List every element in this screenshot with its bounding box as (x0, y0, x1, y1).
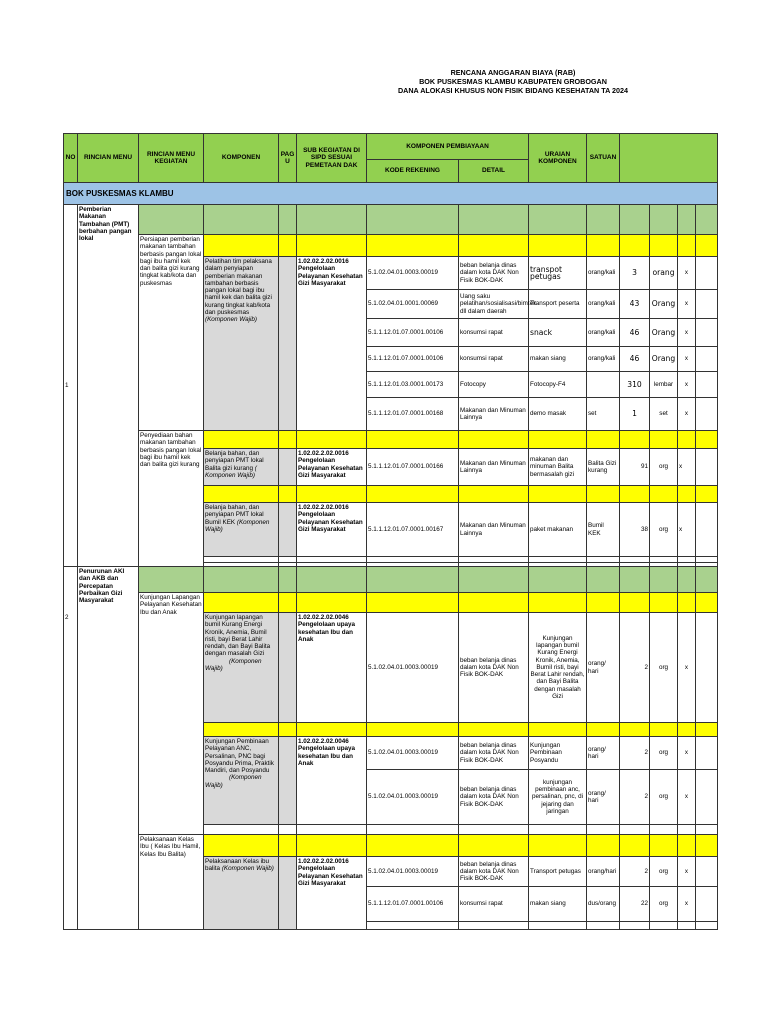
yellow-cell (297, 835, 367, 857)
komponen-text: Belanja bahan, dan penyiapan PMT lokal Balita gizi kurang (205, 450, 264, 472)
yellow-cell (529, 593, 587, 613)
yellow-cell (678, 835, 696, 857)
detail: beban belanja dinas dalam kota DAK Non Fisik BOK-DAK (459, 770, 529, 825)
yellow-cell (279, 486, 297, 503)
yellow-cell (204, 235, 279, 257)
satuan (587, 372, 620, 398)
yellow-cell (279, 835, 297, 857)
yellow-cell (587, 723, 620, 737)
mark: x (678, 887, 696, 922)
komponen-note: (Komponen Wajib) (205, 657, 262, 673)
komponen-note: (Komponen Wajib) (205, 774, 262, 789)
empty-cell (696, 613, 718, 723)
komponen-cell (204, 257, 279, 431)
rincian-menu-kegiatan: Kunjungan Lapangan Pelayanan Kesehatan Ibu dan Anak (139, 593, 204, 835)
mark: x (678, 857, 696, 887)
satuan: Balita Gizi kurang (587, 449, 620, 486)
detail: beban belanja dinas dalam kota DAK Non Fisik BOK-DAK (459, 613, 529, 723)
komponen-note: ( Komponen Wajib) (205, 464, 257, 479)
yellow-cell (696, 235, 718, 257)
empty-cell (620, 825, 650, 835)
document-title (378, 68, 648, 95)
yellow-cell (650, 431, 678, 449)
empty-cell (529, 922, 587, 930)
volume: 2 (620, 770, 650, 825)
volume: 2 (620, 613, 650, 723)
yellow-cell (696, 593, 718, 613)
sub-kegiatan: 1.02.02.2.02.0046 Pengelolaan upaya kesehatan Ibu dan Anak (297, 613, 367, 723)
satuan: Bumil KEK (587, 503, 620, 557)
kode-rekening: 5.1.1.12.01.07.0001.00166 (367, 449, 459, 486)
volume: 3 (620, 257, 650, 290)
rincian-menu-kegiatan: Penyediaan bahan makanan tambahan berbasis pangan lokal bagi ibu hamil kek dan balita gizi kurang (139, 431, 204, 567)
uraian: demo masak (529, 398, 587, 431)
volume: 91 (620, 449, 650, 486)
kode-rekening: 5.1.1.12.01.07.0001.00106 (367, 347, 459, 372)
pagu-cell (279, 503, 297, 557)
pagu-cell (279, 257, 297, 431)
empty-cell (678, 825, 696, 835)
kode-rekening: 5.1.02.04.01.0003.00019 (367, 613, 459, 723)
green-cell (279, 205, 297, 235)
volume: 2 (620, 857, 650, 887)
green-cell (139, 567, 204, 593)
green-cell (620, 567, 650, 593)
empty-cell (459, 922, 529, 930)
kode-rekening: 5.1.02.04.01.0003.00019 (367, 770, 459, 825)
rincian-menu: Penurunan AKI dan AKB dan Percepatan Perbaikan Gizi Masyarakat (78, 567, 139, 930)
unit: org (650, 770, 678, 825)
section-title: BOK PUSKESMAS KLAMBU (64, 183, 718, 205)
empty-cell (620, 922, 650, 930)
empty-cell (650, 825, 678, 835)
unit: org (650, 737, 678, 770)
mark: x (678, 319, 696, 347)
volume: 1 (620, 398, 650, 431)
kode-rekening: 5.1.1.12.01.07.0001.00106 (367, 319, 459, 347)
green-cell (587, 567, 620, 593)
green-cell (620, 205, 650, 235)
empty-cell (696, 770, 718, 825)
yellow-cell (279, 723, 297, 737)
yellow-cell (587, 431, 620, 449)
unit: set (650, 398, 678, 431)
kode-rekening: 5.1.1.12.01.07.0001.00168 (367, 398, 459, 431)
green-cell (459, 567, 529, 593)
header-uraian-komponen: URAIAN KOMPONEN (529, 134, 587, 183)
komponen-note: (Komponen Wajib) (221, 865, 274, 873)
green-cell (678, 567, 696, 593)
header-komponen-pembiayaan: KOMPONEN PEMBIAYAAN (367, 134, 529, 160)
empty-cell (367, 825, 459, 835)
komponen-text: Kunjungan Pembinaan Pelayanan ANC, Persalinan, PNC bagi Posyandu Prima, Praktik Mandiri, dan Posyandu (205, 738, 274, 775)
yellow-cell (459, 593, 529, 613)
menu-no-text: 2 (65, 614, 69, 621)
volume: 43 (620, 290, 650, 319)
yellow-cell (367, 431, 459, 449)
yellow-cell (696, 486, 718, 503)
yellow-cell (620, 723, 650, 737)
green-cell (678, 205, 696, 235)
satuan: orang/hari (587, 857, 620, 887)
detail: konsumsi rapat (459, 347, 529, 372)
volume: 46 (620, 347, 650, 372)
green-cell (204, 205, 279, 235)
yellow-cell (587, 835, 620, 857)
menu-no: 1 (64, 205, 78, 567)
mark: x (678, 290, 696, 319)
yellow-cell (459, 486, 529, 503)
kode-rekening: 5.1.1.12.01.07.0001.00167 (367, 503, 459, 557)
uraian: Kunjungan Pembinaan Posyandu (529, 737, 587, 770)
satuan: orang/kali (587, 347, 620, 372)
yellow-cell (620, 431, 650, 449)
header-rincian-menu: RINCIAN MENU (78, 134, 139, 183)
satuan: dus/orang (587, 887, 620, 922)
title-line-1: RENCANA ANGGARAN BIAYA (RAB) (450, 68, 576, 77)
yellow-cell (587, 235, 620, 257)
komponen-text: Belanja bahan, dan penyiapan PMT lokal Bumil KEK (205, 504, 264, 526)
uraian: makan siang (529, 887, 587, 922)
yellow-cell (297, 723, 367, 737)
pagu-cell (279, 857, 297, 930)
yellow-cell (204, 835, 279, 857)
green-cell (650, 205, 678, 235)
unit: org (650, 857, 678, 887)
komponen-text: Pelatihan tim pelaksana dalam penyiapan pemberian makanan tambahan berbasis pangan lokal bagi ibu hamil kek dan balita gizi kurang tingkat kab/kota dan puskesmas (205, 258, 272, 317)
sub-kegiatan: 1.02.02.2.02.0046 Pengelolaan upaya kesehatan Ibu dan Anak (297, 737, 367, 825)
yellow-cell (620, 835, 650, 857)
yellow-cell (297, 593, 367, 613)
green-cell (587, 205, 620, 235)
green-cell (529, 205, 587, 235)
volume: 38 (620, 503, 650, 557)
yellow-cell (367, 593, 459, 613)
uraian: Transport petugas (529, 857, 587, 887)
yellow-cell (459, 431, 529, 449)
yellow-cell (279, 431, 297, 449)
unit: Orang (650, 319, 678, 347)
yellow-cell (678, 723, 696, 737)
yellow-cell (587, 486, 620, 503)
mark: x (678, 398, 696, 431)
header-sub-kegiatan: SUB KEGIATAN DI SIPD SESUAI PEMETAAN DAK (297, 134, 367, 183)
yellow-cell (529, 486, 587, 503)
mark: x (678, 613, 696, 723)
empty-cell (696, 347, 718, 372)
green-cell (529, 567, 587, 593)
detail: Makanan dan Minuman Lainnya (459, 449, 529, 486)
empty-cell (297, 825, 367, 835)
yellow-cell (529, 431, 587, 449)
uraian: snack (529, 319, 587, 347)
unit: org (650, 449, 678, 486)
rincian-menu-kegiatan: Pelaksanaan Kelas Ibu ( Kelas Ibu Hamil, Kelas Ibu Balita) (139, 835, 204, 930)
yellow-cell (650, 486, 678, 503)
mark: x (678, 372, 696, 398)
yellow-cell (367, 486, 459, 503)
detail: Uang saku pelatihan/sosialisasi/bimtek dll dalam daerah (459, 290, 529, 319)
satuan: orang/kali (587, 319, 620, 347)
unit: Orang (650, 347, 678, 372)
yellow-cell (459, 723, 529, 737)
header-pagu: PAG U (279, 134, 297, 183)
green-cell (367, 205, 459, 235)
yellow-cell (279, 235, 297, 257)
yellow-cell (620, 593, 650, 613)
sub-kegiatan: 1.02.02.2.02.0016 Pengelolaan Pelayanan Kesehatan Gizi Masyarakat (297, 449, 367, 486)
yellow-cell (650, 593, 678, 613)
detail: beban belanja dinas dalam kota DAK Non Fisik BOK-DAK (459, 257, 529, 290)
komponen-cell (204, 857, 279, 930)
green-cell (696, 567, 718, 593)
yellow-cell (678, 235, 696, 257)
satuan: orang/ hari (587, 770, 620, 825)
sub-kegiatan: 1.02.02.2.02.0016 Pengelolaan Pelayanan Kesehatan Gizi Masyarakat (297, 257, 367, 431)
satuan: set (587, 398, 620, 431)
empty-cell (204, 825, 279, 835)
empty-cell (696, 922, 718, 930)
uraian: Kunjungan lapangan bumil Kurang Energi Kronik, Anemia, Bumil risti, bayi Berat Lahir rendah, dan Bayi Balita dengan masalah Gizi (529, 613, 587, 723)
yellow-cell (650, 235, 678, 257)
green-cell (696, 205, 718, 235)
green-cell (297, 567, 367, 593)
satuan: orang/kali (587, 257, 620, 290)
yellow-cell (204, 723, 279, 737)
green-cell (279, 567, 297, 593)
yellow-cell (459, 235, 529, 257)
mark: x (678, 347, 696, 372)
uraian: makanan dan minuman Balita bermasalah gizi (529, 449, 587, 486)
pagu-cell (279, 737, 297, 825)
mark: x (678, 449, 696, 486)
header-kode-rekening: KODE REKENING (367, 160, 459, 183)
yellow-cell (204, 431, 279, 449)
uraian: Transport peserta (529, 290, 587, 319)
uraian: kunjungan pembinaan anc, persalinan, pnc, di jejaring dan jaringan (529, 770, 587, 825)
rab-table (63, 133, 718, 930)
detail: Fotocopy (459, 372, 529, 398)
komponen-cell (204, 503, 279, 557)
volume: 22 (620, 887, 650, 922)
yellow-cell (678, 431, 696, 449)
volume: 310 (620, 372, 650, 398)
komponen-cell (204, 613, 279, 723)
detail: beban belanja dinas dalam kota DAK Non Fisik BOK-DAK (459, 737, 529, 770)
yellow-cell (696, 835, 718, 857)
unit: lembar (650, 372, 678, 398)
empty-cell (587, 825, 620, 835)
header-komponen: KOMPONEN (204, 134, 279, 183)
green-cell (204, 567, 279, 593)
yellow-cell (459, 835, 529, 857)
mark: x (678, 737, 696, 770)
kode-rekening: 5.1.02.04.01.0003.00019 (367, 857, 459, 887)
header-rincian-menu-kegiatan: RINCIAN MENU KEGIATAN (139, 134, 204, 183)
yellow-cell (297, 486, 367, 503)
kode-rekening: 5.1.02.04.01.0003.00019 (367, 257, 459, 290)
komponen-note: (Komponen Wajib) (205, 316, 258, 324)
unit: orang (650, 257, 678, 290)
volume: 46 (620, 319, 650, 347)
empty-cell (367, 922, 459, 930)
empty-cell (696, 857, 718, 887)
menu-no (64, 567, 78, 930)
yellow-cell (696, 723, 718, 737)
empty-cell (650, 922, 678, 930)
uraian: makan siang (529, 347, 587, 372)
pagu-cell (279, 613, 297, 723)
satuan: orang/kali (587, 290, 620, 319)
empty-cell (696, 737, 718, 770)
empty-cell (696, 319, 718, 347)
komponen-text: Kunjungan lapangan bumil Kurang Energi Kronik, Anemia, Bumil risti, bayi Berat Lahir rendah, dan Bayi Balita dengan masalah Gizi (205, 614, 271, 658)
satuan: orang/ hari (587, 737, 620, 770)
komponen-cell (204, 737, 279, 825)
yellow-cell (696, 431, 718, 449)
empty-cell (696, 257, 718, 290)
komponen-cell (204, 449, 279, 486)
uraian: Fotocopy-F4 (529, 372, 587, 398)
yellow-cell (650, 835, 678, 857)
empty-cell (459, 825, 529, 835)
yellow-cell (529, 723, 587, 737)
yellow-cell (204, 593, 279, 613)
yellow-cell (620, 486, 650, 503)
sub-kegiatan: 1.02.02.2.02.0016 Pengelolaan Pelayanan Kesehatan Gizi Masyarakat (297, 857, 367, 930)
pagu-cell (279, 449, 297, 486)
green-cell (297, 205, 367, 235)
empty-cell (587, 922, 620, 930)
yellow-cell (279, 593, 297, 613)
yellow-cell (367, 723, 459, 737)
kode-rekening: 5.1.1.12.01.03.0001.00173 (367, 372, 459, 398)
mark: x (678, 503, 696, 557)
unit: org (650, 613, 678, 723)
empty-cell (529, 825, 587, 835)
header-blank (620, 134, 718, 183)
yellow-cell (297, 235, 367, 257)
rincian-menu: Pemberian Makanan Tambahan (PMT) berbahan pangan lokal (78, 205, 139, 567)
yellow-cell (529, 235, 587, 257)
header-satuan: SATUAN (587, 134, 620, 183)
yellow-cell (367, 835, 459, 857)
detail: konsumsi rapat (459, 887, 529, 922)
sub-kegiatan: 1.02.02.2.02.0016 Pengelolaan Pelayanan Kesehatan Gizi Masyarakat (297, 503, 367, 557)
title-line-2: BOK PUSKESMAS KLAMBU KABUPATEN GROBOGAN (419, 77, 607, 86)
yellow-cell (529, 835, 587, 857)
green-cell (367, 567, 459, 593)
empty-cell (696, 887, 718, 922)
uraian: transpot petugas (529, 257, 587, 290)
yellow-cell (650, 723, 678, 737)
header-no: NO (64, 134, 78, 183)
yellow-cell (297, 431, 367, 449)
empty-cell (696, 825, 718, 835)
detail: Makanan dan Minuman Lainnya (459, 503, 529, 557)
unit: org (650, 503, 678, 557)
detail: Makanan dan Minuman Lainnya (459, 398, 529, 431)
yellow-cell (204, 486, 279, 503)
empty-cell (279, 825, 297, 835)
kode-rekening: 5.1.02.04.01.0003.00019 (367, 737, 459, 770)
yellow-cell (678, 593, 696, 613)
green-cell (650, 567, 678, 593)
komponen-note: (Komponen Wajib) (205, 518, 270, 533)
kode-rekening: 5.1.1.12.01.07.0001.00106 (367, 887, 459, 922)
rincian-menu-kegiatan: Persiapan pemberian makanan tambahan berbasis pangan lokal bagi ibu hamil kek dan balita gizi kurang tingkat kab/kota dan puskesmas (139, 235, 204, 431)
empty-cell (696, 372, 718, 398)
empty-cell (696, 503, 718, 557)
empty-cell (696, 290, 718, 319)
green-cell (139, 205, 204, 235)
green-cell (459, 205, 529, 235)
mark: x (678, 257, 696, 290)
komponen-text: Pelaksanaan Kelas ibu balita (205, 858, 270, 873)
yellow-cell (367, 235, 459, 257)
detail: konsumsi rapat (459, 319, 529, 347)
uraian: paket makanan (529, 503, 587, 557)
unit: Orang (650, 290, 678, 319)
empty-cell (696, 449, 718, 486)
yellow-cell (587, 593, 620, 613)
empty-cell (678, 922, 696, 930)
unit: org (650, 887, 678, 922)
empty-cell (696, 398, 718, 431)
yellow-cell (678, 486, 696, 503)
kode-rekening: 5.1.02.04.01.0001.00069 (367, 290, 459, 319)
mark: x (678, 770, 696, 825)
volume: 2 (620, 737, 650, 770)
satuan: orang/ hari (587, 613, 620, 723)
header-detail: DETAIL (459, 160, 529, 183)
detail: beban belanja dinas dalam kota DAK Non Fisik BOK-DAK (459, 857, 529, 887)
yellow-cell (620, 235, 650, 257)
title-line-3: DANA ALOKASI KHUSUS NON FISIK BIDANG KESEHATAN TA 2024 (397, 86, 628, 95)
